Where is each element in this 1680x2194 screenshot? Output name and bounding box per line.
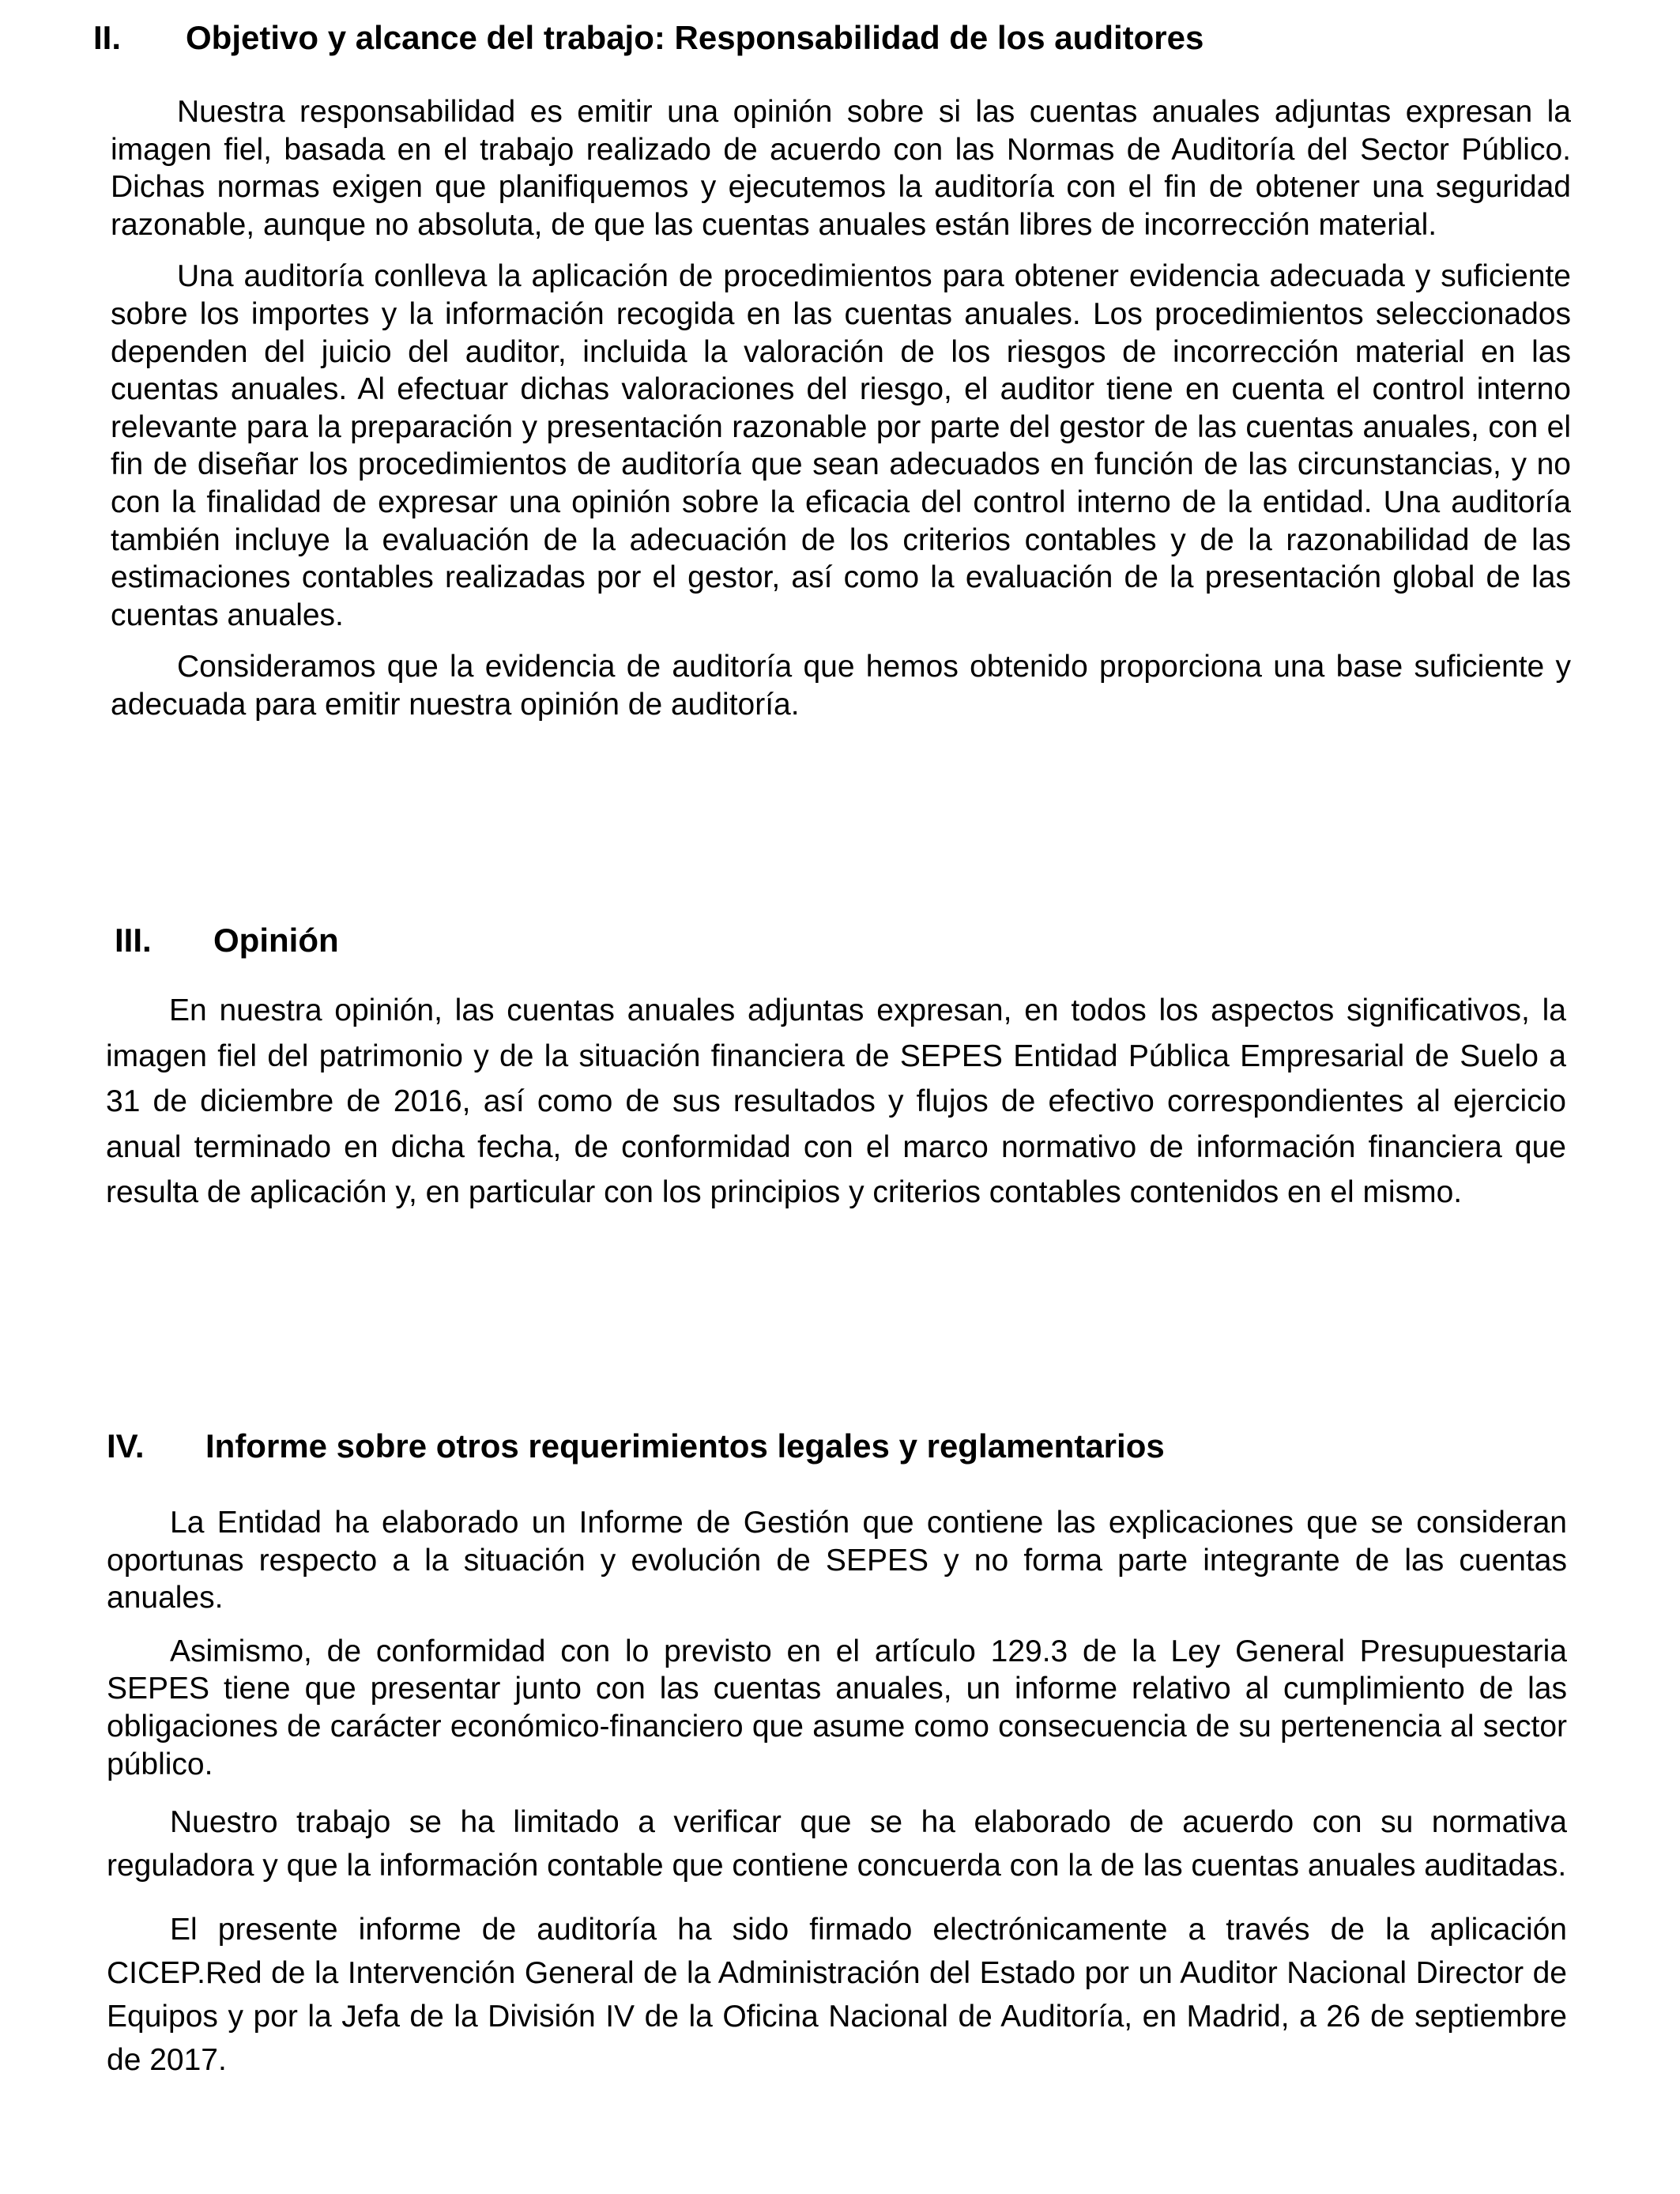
section-heading [93, 14, 1571, 62]
section-body [106, 988, 1566, 1216]
section-heading [115, 917, 1576, 964]
section-otros-requerimientos [107, 1423, 1569, 2078]
section-number: IV. [107, 1427, 145, 1465]
section-heading [107, 1423, 1569, 1470]
paragraph: Nuestro trabajo se ha limitado a verificar que se ha elaborado de acuerdo con su normativa reguladora y que la información contable que contiene concuerda con la de las cuentas anuales auditadas. [107, 1805, 1567, 1883]
section-number: III. [115, 922, 152, 959]
paragraph: Nuestra responsabilidad es emitir una opinión sobre si las cuentas anuales adjuntas expresan la imagen fiel, basada en el trabajo realizado de acuerdo con las Normas de Auditoría del Sector Público. Dichas normas exigen que planifiquemos y ejecutemos la auditoría con el fin de obtener una seguridad razonable, aunque no absoluta, de que las cuentas anuales están libres de incorrección material. [111, 95, 1571, 242]
section-number: II. [93, 19, 122, 56]
paragraph: Asimismo, de conformidad con lo previsto en el artículo 129.3 de la Ley General Presupuestaria SEPES tiene que presentar junto con las cuentas anuales, un informe relativo al cumplimiento de las obligaciones de carácter económico-financiero que asume como consecuencia de su pertenencia al sector público. [107, 1634, 1567, 1781]
section-opinion [106, 917, 1576, 1209]
paragraph: Consideramos que la evidencia de auditoría que hemos obtenido proporciona una base suficiente y adecuada para emitir nuestra opinión de auditoría. [111, 650, 1571, 722]
section-title: Objetivo y alcance del trabajo: Responsabilidad de los auditores [186, 19, 1204, 56]
section-title: Opinión [213, 922, 339, 959]
paragraph: En nuestra opinión, las cuentas anuales adjuntas expresan, en todos los aspectos significativos, la imagen fiel del patrimonio y de la situación financiera de SEPES Entidad Pública Empresarial de Suelo a 31 de diciembre de 2016, así como de sus resultados y flujos de efectivo correspondientes al ejercicio anual terminado en dicha fecha, de conformidad con el marco normativo de información financiera que resulta de aplicación y, en particular con los principios y criterios contables contenidos en el mismo. [106, 993, 1566, 1209]
paragraph: Una auditoría conlleva la aplicación de procedimientos para obtener evidencia adecuada y suficiente sobre los importes y la información recogida en las cuentas anuales. Los procedimientos seleccionados dependen del juicio del auditor, incluida la valoración de los riesgos de incorrección material en las cuentas anuales. Al efectuar dichas valoraciones del riesgo, el auditor tiene en cuenta el control interno relevante para la preparación y presentación razonable por parte del gestor de las cuentas anuales, con el fin de diseñar los procedimientos de auditoría que sean adecuados en función de las circunstancias, y no con la finalidad de expresar una opinión sobre la eficacia del control interno de la entidad. Una auditoría también incluye la evaluación de la adecuación de los criterios contables y de la razonabilidad de las estimaciones contables realizadas por el gestor, así como la evaluación de la presentación global de las cuentas anuales. [111, 259, 1571, 632]
paragraph: El presente informe de auditoría ha sido firmado electrónicamente a través de la aplicación CICEP.Red de la Intervención General de la Administración del Estado por un Auditor Nacional Director de Equipos y por la Jefa de la División IV de la Oficina Nacional de Auditoría, en Madrid, a 26 de septiembre de 2017. [107, 1913, 1567, 2078]
paragraph: La Entidad ha elaborado un Informe de Gestión que contiene las explicaciones que se consideran oportunas respecto a la situación y evolución de SEPES y no forma parte integrante de las cuentas anuales. [107, 1506, 1567, 1615]
section-objetivo-alcance [93, 14, 1571, 722]
section-title: Informe sobre otros requerimientos legales y reglamentarios [205, 1427, 1165, 1465]
section-body [107, 1504, 1567, 2082]
section-body [111, 93, 1571, 738]
